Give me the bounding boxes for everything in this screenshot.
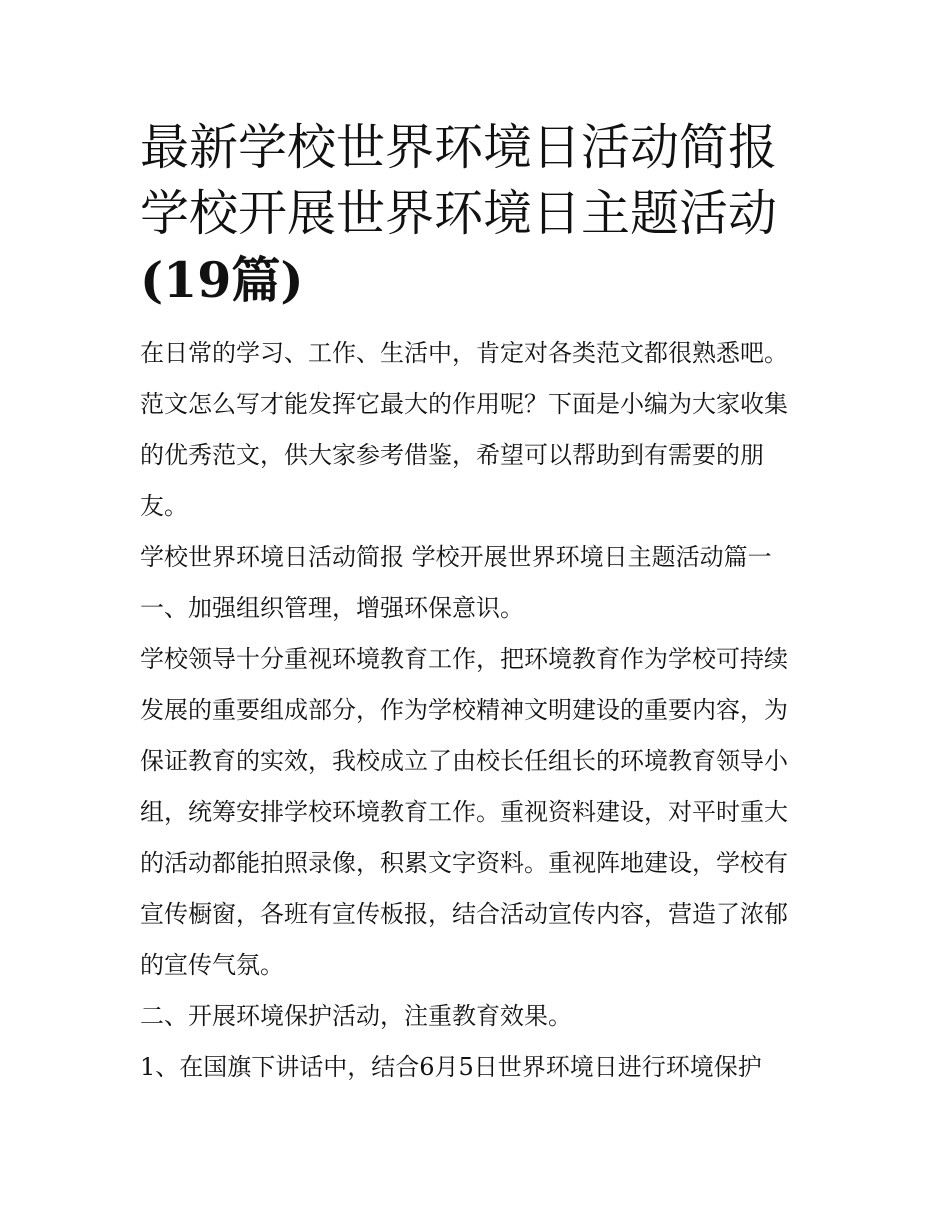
document-title	[140, 115, 820, 313]
text-line: 1、在国旗下讲话中，结合6月5日世界环境日进行环境保护	[140, 1053, 762, 1081]
title-line: 最新学校世界环境日活动简报	[140, 119, 778, 176]
text-line: 组，统筹安排学校环境教育工作。重视资料建设，对平时重大	[140, 798, 788, 826]
text-line: 学校领导十分重视环境教育工作，把环境教育作为学校可持续	[140, 645, 788, 673]
text-line: 的宣传气氛。	[140, 951, 284, 979]
text-line: 在日常的学习、工作、生活中，肯定对各类范文都很熟悉吧。	[140, 339, 788, 367]
text-line: 保证教育的实效，我校成立了由校长任组长的环境教育领导小	[140, 747, 788, 775]
intro-paragraph	[140, 328, 820, 532]
text-line: 的优秀范文，供大家参考借鉴，希望可以帮助到有需要的朋	[140, 441, 764, 469]
point-two-heading	[140, 991, 820, 1042]
section-heading	[140, 532, 820, 583]
text-line: 二、开展环境保护活动，注重教育效果。	[140, 1002, 572, 1030]
text-line: 的活动都能拍照录像，积累文字资料。重视阵地建设，学校有	[140, 849, 788, 877]
text-line: 发展的重要组成部分，作为学校精神文明建设的重要内容，为	[140, 696, 788, 724]
point-one-heading	[140, 583, 820, 634]
item-one	[140, 1042, 820, 1093]
title-line: 学校开展世界环境日主题活动	[140, 185, 778, 242]
text-line: 友。	[140, 492, 188, 520]
document-page	[140, 115, 820, 1093]
document-body	[140, 328, 820, 1093]
text-line: 学校世界环境日活动简报 学校开展世界环境日主题活动篇一	[140, 543, 772, 571]
title-count: (19篇)	[140, 251, 304, 309]
point-one-paragraph	[140, 634, 820, 991]
text-line: 一、加强组织管理，增强环保意识。	[140, 594, 524, 622]
text-line: 范文怎么写才能发挥它最大的作用呢？下面是小编为大家收集	[140, 390, 788, 418]
text-line: 宣传橱窗，各班有宣传板报，结合活动宣传内容，营造了浓郁	[140, 900, 788, 928]
